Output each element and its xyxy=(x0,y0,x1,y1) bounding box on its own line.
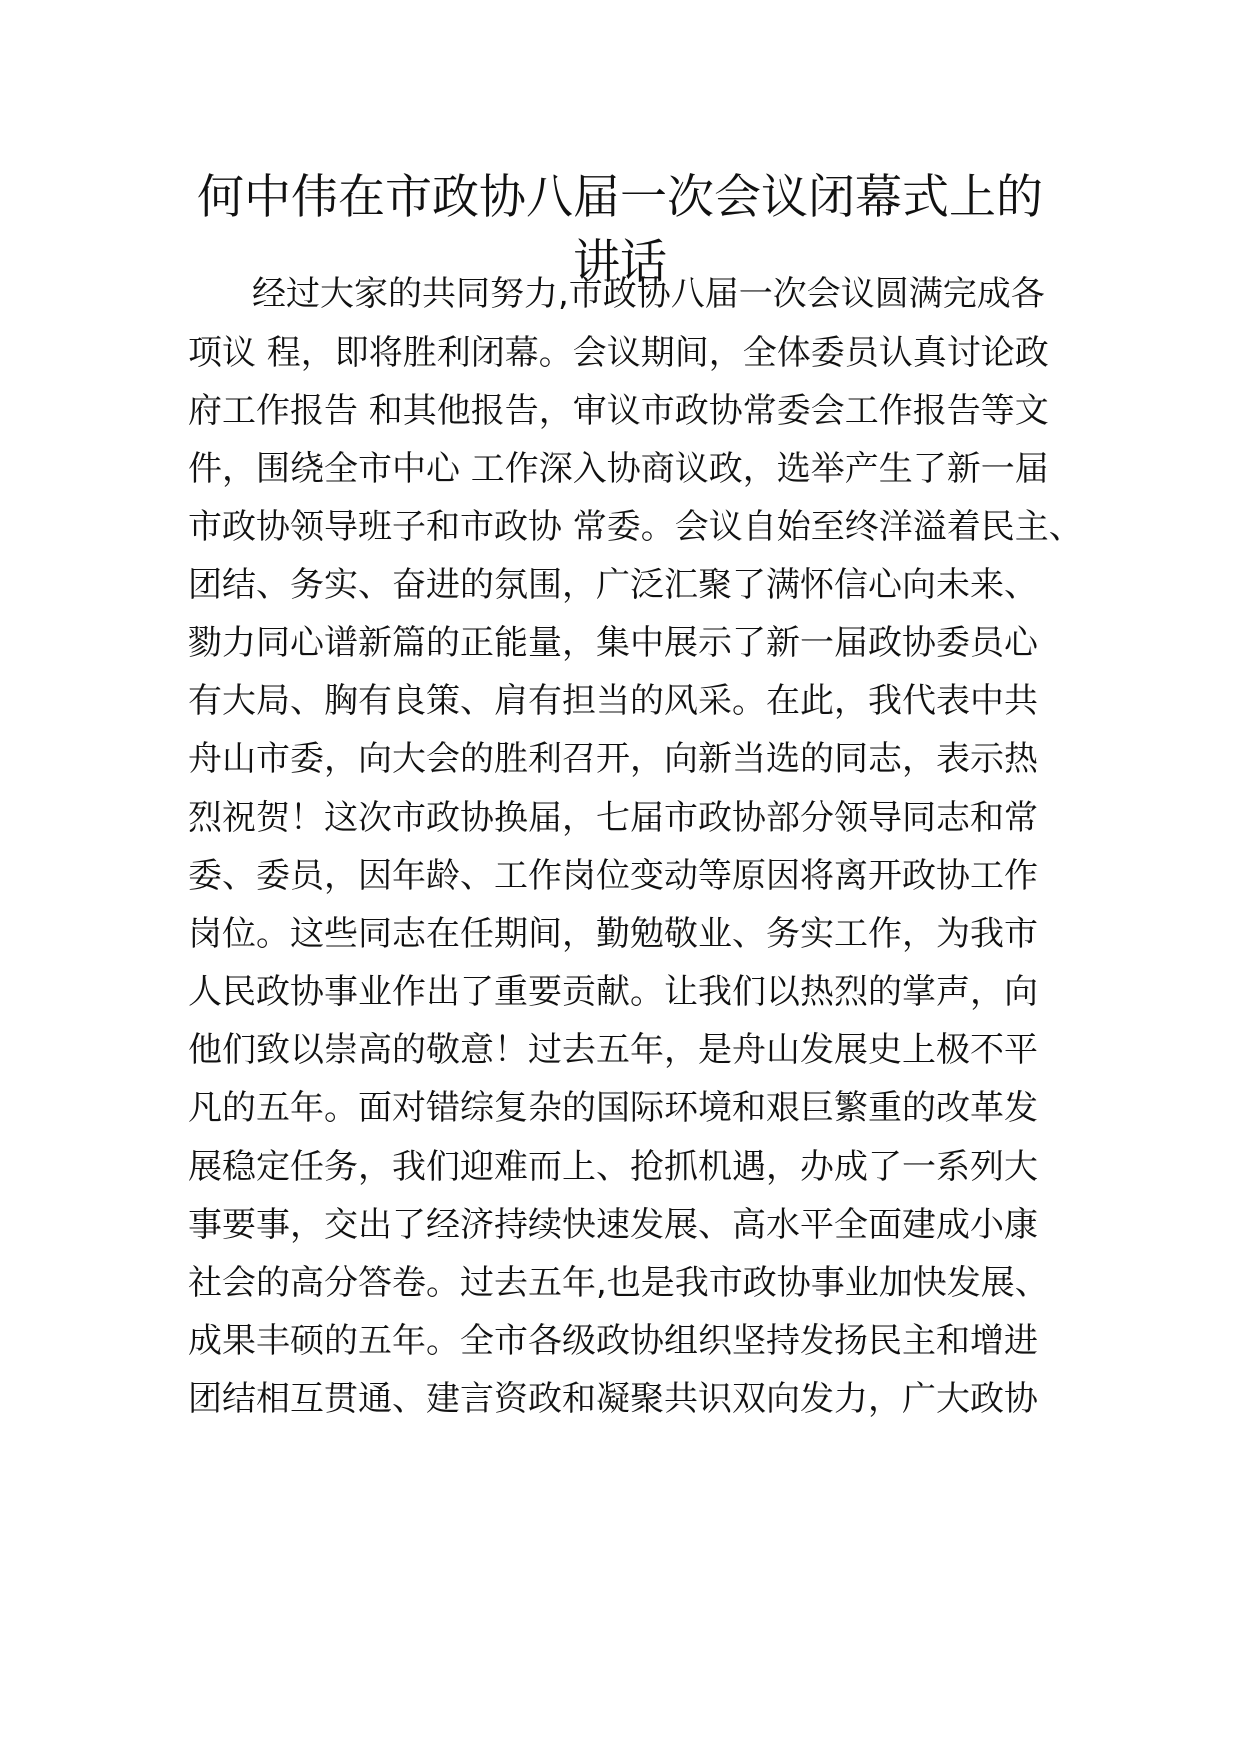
body-text-line: 团结相互贯通、建言资政和凝聚共识双向发力，广大政协 xyxy=(188,1379,1038,1419)
body-text-line: 舟山市委，向大会的胜利召开，向新当选的同志，表示热 xyxy=(188,739,1038,779)
body-text-line: 社会的高分答卷。过去五年,也是我市政协事业加快发展、 xyxy=(188,1263,1049,1303)
body-text-line: 展稳定任务，我们迎难而上、抢抓机遇，办成了一系列大 xyxy=(188,1147,1038,1187)
body-text-line: 人民政协事业作出了重要贡献。让我们以热烈的掌声，向 xyxy=(188,972,1038,1012)
body-text-line: 市政协领导班子和市政协 常委。会议自始至终洋溢着民主、 xyxy=(188,507,1083,547)
body-text-line: 项议 程，即将胜利闭幕。会议期间，全体委员认真讨论政 xyxy=(188,333,1049,373)
body-text-line: 勠力同心谱新篇的正能量，集中展示了新一届政协委员心 xyxy=(188,623,1038,663)
body-text-line: 件，围绕全市中心 工作深入协商议政，选举产生了新一届 xyxy=(188,449,1049,489)
body-text-line: 他们致以崇高的敬意！过去五年，是舟山发展史上极不平 xyxy=(188,1030,1038,1070)
body-text-line: 委、委员，因年龄、工作岗位变动等原因将离开政协工作 xyxy=(188,856,1038,896)
body-text-line: 岗位。这些同志在任期间，勤勉敬业、务实工作，为我市 xyxy=(188,914,1038,954)
body-text-line: 成果丰硕的五年。全市各级政协组织坚持发扬民主和增进 xyxy=(188,1321,1038,1361)
body-text-line: 有大局、胸有良策、肩有担当的风采。在此，我代表中共 xyxy=(188,681,1038,721)
body-text-line: 凡的五年。面对错综复杂的国际环境和艰巨繁重的改革发 xyxy=(188,1088,1038,1128)
body-text-line: 经过大家的共同努力,市政协八届一次会议圆满完成各 xyxy=(252,274,1045,314)
body-text-line: 烈祝贺！这次市政协换届，七届市政协部分领导同志和常 xyxy=(188,798,1038,838)
document-title-line-1: 何中伟在市政协八届一次会议闭幕式上的 xyxy=(197,170,1043,225)
body-text-line: 府工作报告 和其他报告，审议市政协常委会工作报告等文 xyxy=(188,391,1049,431)
document-title-line-2: 讲话 xyxy=(573,235,667,290)
body-text-line: 事要事，交出了经济持续快速发展、高水平全面建成小康 xyxy=(188,1205,1038,1245)
body-text-line: 团结、务实、奋进的氛围，广泛汇聚了满怀信心向未来、 xyxy=(188,565,1038,605)
